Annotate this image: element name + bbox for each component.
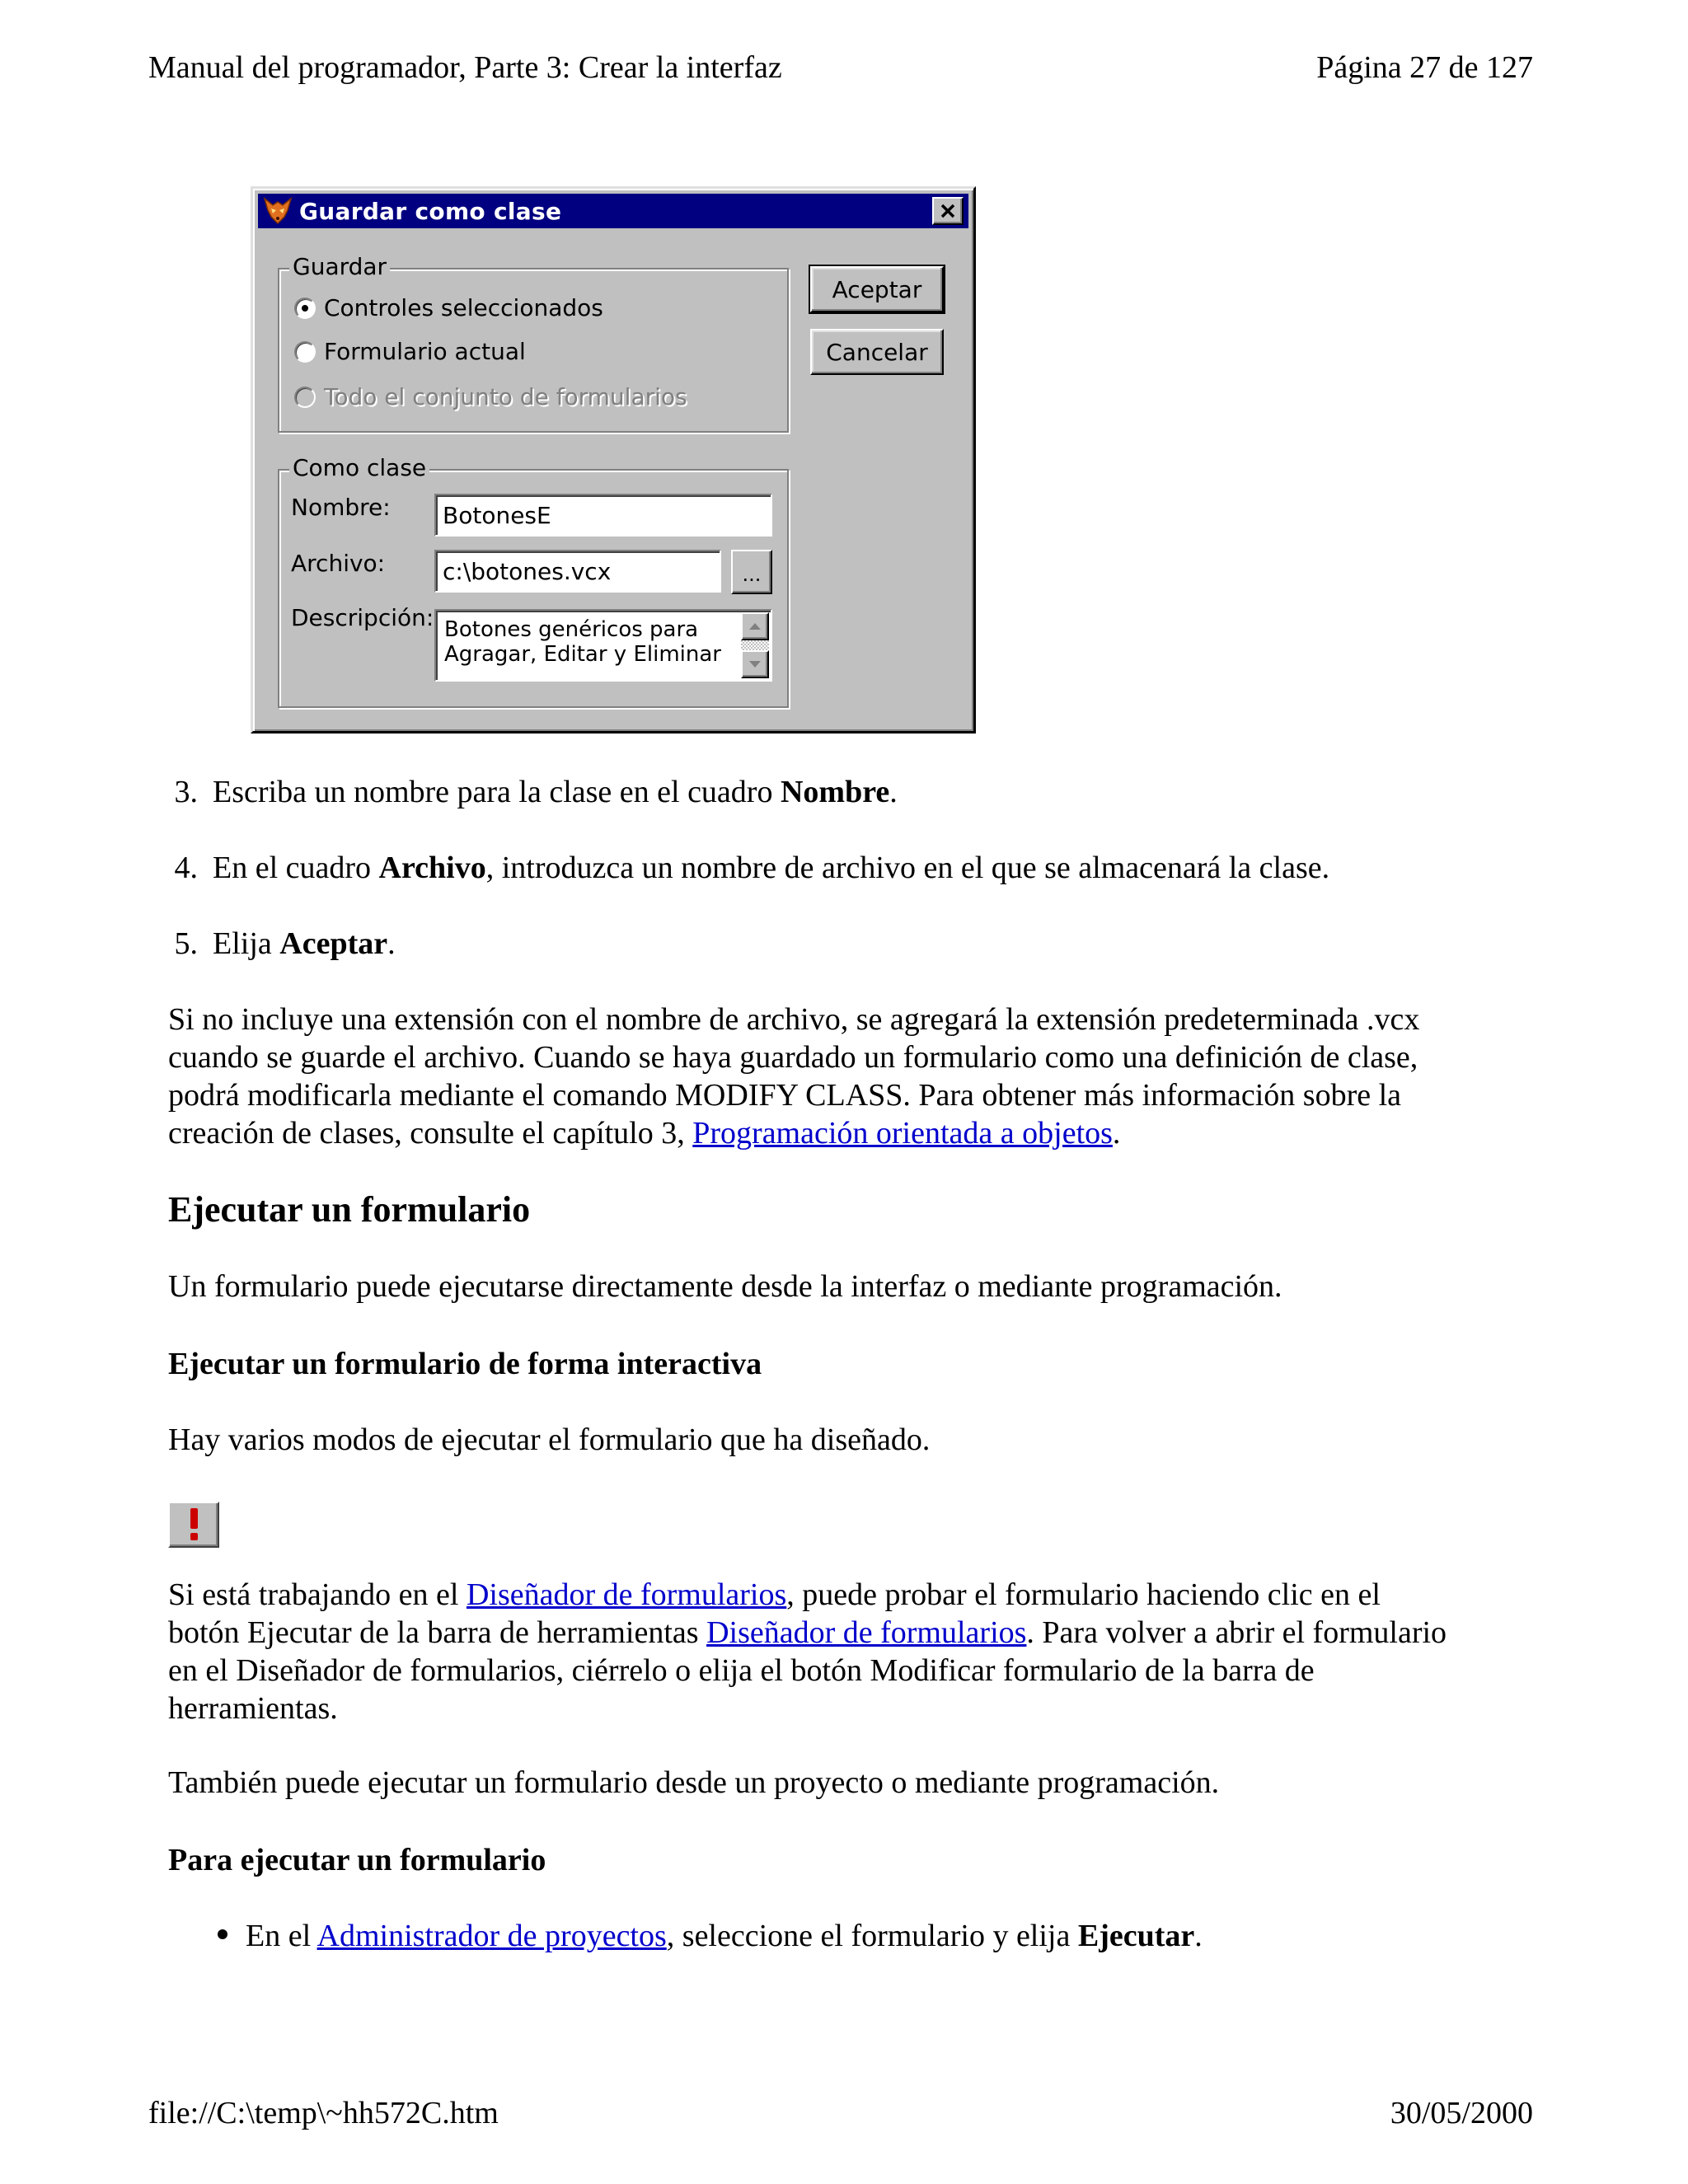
radio-current-form[interactable] (294, 338, 526, 365)
scroll-up-button[interactable] (741, 612, 769, 640)
radio-selected-controls[interactable] (294, 294, 603, 321)
class-groupbox (278, 454, 789, 708)
header-title: Manual del programador, Parte 3: Crear la interfaz (148, 50, 782, 85)
paragraph-extension (168, 1001, 1419, 1152)
link-project-manager[interactable]: Administrador de proyectos (316, 1919, 667, 1953)
step-4 (148, 849, 1329, 887)
radio-indicator (294, 298, 316, 319)
footer-file-path: file://C:\temp\~hh572C.htm (148, 2096, 499, 2130)
class-group-label: Como clase (289, 454, 429, 482)
radio-indicator (294, 341, 316, 363)
exclamation-icon (168, 1502, 219, 1548)
step-number: 5. (174, 926, 198, 961)
footer-date: 30/05/2000 (1390, 2096, 1533, 2130)
close-icon (940, 204, 956, 218)
cancel-button[interactable]: Cancelar (810, 329, 944, 375)
link-form-designer-toolbar[interactable]: Diseñador de formularios (706, 1615, 1027, 1650)
dialog-titlebar (258, 194, 968, 228)
description-field-label: Descripción: (291, 604, 434, 631)
save-groupbox (278, 253, 789, 433)
radio-label: Controles seleccionados (324, 294, 603, 321)
radio-indicator (294, 387, 316, 408)
text-line: cuando se guarde el archivo. Cuando se haya guardado un formulario como una definición de clase, (168, 1040, 1418, 1075)
text-line: en el Diseñador de formularios, ciérrelo o elija el botón Modificar formulario de la barra de (168, 1653, 1315, 1688)
step-number: 3. (174, 775, 198, 809)
paragraph-designer (168, 1576, 1447, 1727)
name-input[interactable]: BotonesE (434, 494, 772, 537)
step-5 (148, 925, 396, 963)
paragraph-run-form: Un formulario puede ejecutarse directamente desde la interfaz o mediante programación. (168, 1269, 1282, 1304)
text-line: podrá modificarla mediante el comando MODIFY CLASS. Para obtener más información sobre la (168, 1078, 1402, 1113)
step-text: Escriba un nombre para la clase en el cuadro Nombre. (213, 775, 898, 809)
file-field-label: Archivo: (291, 550, 386, 577)
description-textarea[interactable] (434, 609, 772, 682)
arrow-down-icon (749, 661, 761, 668)
text-line: Si está trabajando en el Diseñador de formularios, puede probar el formulario haciendo clic en el (168, 1577, 1381, 1612)
dialog-title: Guardar como clase (299, 197, 562, 225)
step-3 (148, 773, 898, 811)
radio-label: Formulario actual (324, 338, 526, 365)
text-line: botón Ejecutar de la barra de herramientas Diseñador de formularios. Para volver a abrir el formulario (168, 1615, 1447, 1650)
bullet-text: En el Administrador de proyectos, seleccione el formulario y elija Ejecutar. (246, 1919, 1203, 1953)
link-oop[interactable]: Programación orientada a objetos (692, 1116, 1113, 1151)
bullet-icon (218, 1929, 227, 1939)
text-line: herramientas. (168, 1691, 338, 1726)
close-button[interactable] (932, 197, 964, 225)
paragraph-project: También puede ejecutar un formulario desde un proyecto o mediante programación. (168, 1765, 1220, 1800)
description-scrollbar[interactable] (741, 612, 769, 678)
radio-label: Todo el conjunto de formularios (324, 383, 687, 410)
save-as-class-dialog (251, 186, 976, 733)
fox-app-icon (263, 197, 293, 225)
arrow-up-icon (749, 623, 761, 630)
radio-whole-formset (294, 383, 687, 410)
heading-interactive: Ejecutar un formulario de forma interactiva (168, 1347, 762, 1381)
text-line: Si no incluye una extensión con el nombre de archivo, se agregará la extensión predeterminada .vcx (168, 1002, 1420, 1037)
description-line: Botones genéricos para (444, 617, 699, 642)
step-text: En el cuadro Archivo, introduzca un nombre de archivo en el que se almacenará la clase. (213, 851, 1330, 885)
scroll-down-button[interactable] (741, 650, 769, 678)
header-page-number: Página 27 de 127 (1316, 50, 1533, 85)
browse-button[interactable]: ... (731, 550, 772, 594)
name-field-label: Nombre: (291, 494, 391, 521)
ok-button[interactable]: Aceptar (810, 266, 944, 312)
step-number: 4. (174, 851, 198, 885)
save-group-label: Guardar (289, 253, 390, 281)
heading-run-form: Ejecutar un formulario (168, 1189, 531, 1230)
step-text: Elija Aceptar. (213, 926, 396, 961)
description-line: Agragar, Editar y Eliminar (444, 642, 721, 667)
heading-to-run: Para ejecutar un formulario (168, 1843, 546, 1877)
paragraph-modes: Hay varios modos de ejecutar el formulario que ha diseñado. (168, 1422, 931, 1457)
link-form-designer[interactable]: Diseñador de formularios (466, 1577, 787, 1612)
file-input[interactable]: c:\botones.vcx (434, 550, 721, 593)
bullet-item (218, 1917, 1203, 1955)
text-line: creación de clases, consulte el capítulo 3, Programación orientada a objetos. (168, 1116, 1121, 1151)
